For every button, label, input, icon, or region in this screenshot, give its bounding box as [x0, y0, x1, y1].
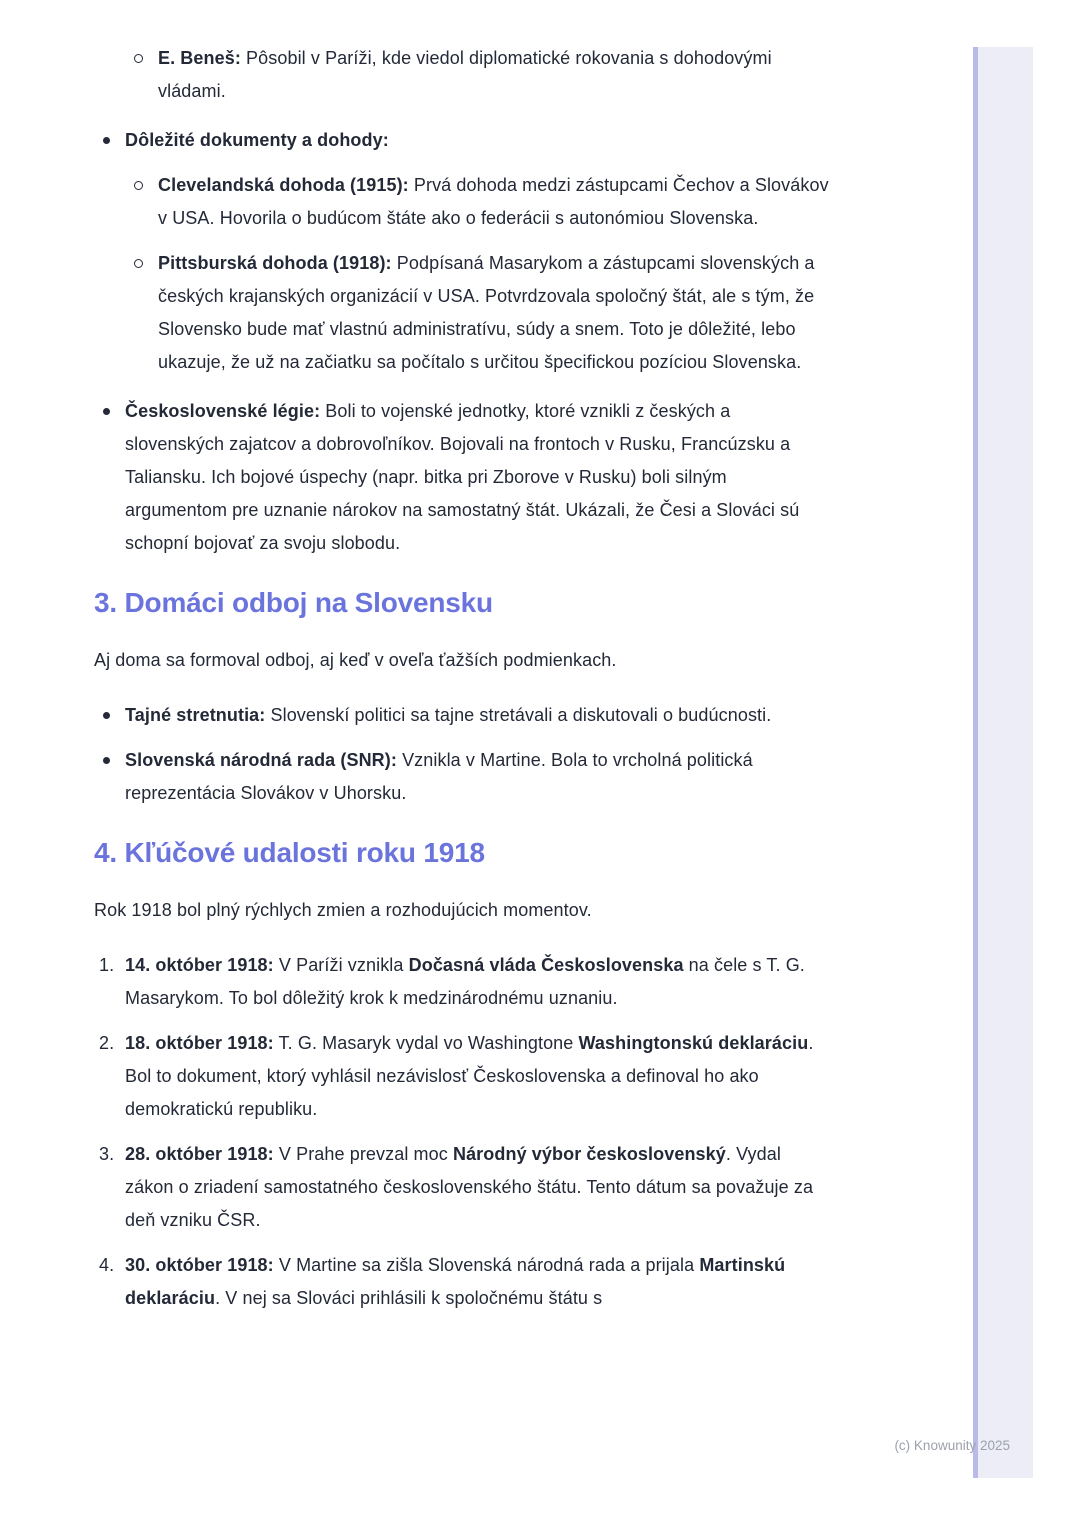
text-run: 30. október 1918: V Martine sa zišla Slovenská národná rada a prijala Martinskú deklaráciu. V nej sa Slováci prihlásili k spoločnému štátu s	[125, 1255, 786, 1308]
page-edge-scrollbar[interactable]	[973, 47, 1033, 1478]
bullet-item	[94, 124, 830, 157]
bullet-item	[94, 744, 830, 810]
numbered-item	[94, 949, 830, 1015]
bullet-item	[94, 395, 830, 560]
numbered-item	[94, 1138, 830, 1237]
text-run: Pittsburská dohoda (1918): Podpísaná Masarykom a zástupcami slovenských a českých krajanských organizácií v USA. Potvrdzovala spoločný štát, ale s tým, že Slovensko bude mať vlastnú administratívu, súdy a snem. Toto je dôležité, lebo ukazuje, že už na začiatku sa počítalo s určitou špecifickou pozíciou Slovenska.	[158, 253, 815, 372]
bullet-disc-icon	[103, 137, 110, 144]
text-run: Československé légie: Boli to vojenské jednotky, ktoré vznikli z českých a slovenských zajatcov a dobrovoľníkov. Bojovali na frontoch v Rusku, Francúzsku a Taliansku. Ich bojové úspechy (napr. bitka pri Zborove v Rusku) boli silným argumentom pre uznanie nárokov na samostatný štát. Ukázali, že Česi a Slováci sú schopní bojovať za svoju slobodu.	[125, 401, 800, 553]
numbered-item	[94, 1027, 830, 1126]
text-run: Rok 1918 bol plný rýchlych zmien a rozhodujúcich momentov.	[94, 900, 592, 920]
numbered-item	[94, 1249, 830, 1315]
text-run: 18. október 1918: T. G. Masaryk vydal vo Washingtone Washingtonskú deklaráciu. Bol to dokument, ktorý vyhlásil nezávislosť Československa a definoval ho ako demokratickú republiku.	[125, 1033, 814, 1119]
list-number: 2.	[99, 1033, 115, 1053]
bullet-item	[94, 699, 830, 732]
document-content	[94, 42, 830, 1327]
text-run: 28. október 1918: V Prahe prevzal moc Národný výbor československý. Vydal zákon o zriadení samostatného československého štátu. Tento dátum sa považuje za deň vzniku ČSR.	[125, 1144, 814, 1230]
bullet-item	[94, 42, 830, 108]
copyright-footer: (c) Knowunity 2025	[894, 1438, 1010, 1453]
list-number: 3.	[99, 1144, 115, 1164]
bullet-disc-icon	[103, 408, 110, 415]
text-run: E. Beneš: Pôsobil v Paríži, kde viedol diplomatické rokovania s dohodovými vládami.	[158, 48, 772, 101]
list-number: 1.	[99, 955, 115, 975]
bullet-item	[94, 247, 830, 379]
list-number: 4.	[99, 1255, 115, 1275]
section-heading	[94, 584, 830, 622]
text-run: 14. október 1918: V Paríži vznikla Dočasná vláda Československa na čele s T. G. Masarykom. To bol dôležitý krok k medzinárodnému uznaniu.	[125, 955, 805, 1008]
paragraph	[94, 644, 830, 677]
heading-text: 4. Kľúčové udalosti roku 1918	[94, 837, 485, 868]
text-run: Dôležité dokumenty a dohody:	[125, 130, 389, 150]
text-run: Clevelandská dohoda (1915): Prvá dohoda medzi zástupcami Čechov a Slovákov v USA. Hovorila o budúcom štáte ako o federácii s autonómiou Slovenska.	[158, 175, 829, 228]
section-heading	[94, 834, 830, 872]
heading-text: 3. Domáci odboj na Slovensku	[94, 587, 493, 618]
bullet-circle-icon	[134, 259, 143, 268]
bullet-circle-icon	[134, 181, 143, 190]
paragraph	[94, 894, 830, 927]
bullet-disc-icon	[103, 757, 110, 764]
text-run: Aj doma sa formoval odboj, aj keď v oveľa ťažších podmienkach.	[94, 650, 617, 670]
bullet-circle-icon	[134, 54, 143, 63]
text-run: Tajné stretnutia: Slovenskí politici sa tajne stretávali a diskutovali o budúcnosti.	[125, 705, 772, 725]
bullet-item	[94, 169, 830, 235]
text-run: Slovenská národná rada (SNR): Vznikla v Martine. Bola to vrcholná politická reprezentácia Slovákov v Uhorsku.	[125, 750, 753, 803]
bullet-disc-icon	[103, 712, 110, 719]
